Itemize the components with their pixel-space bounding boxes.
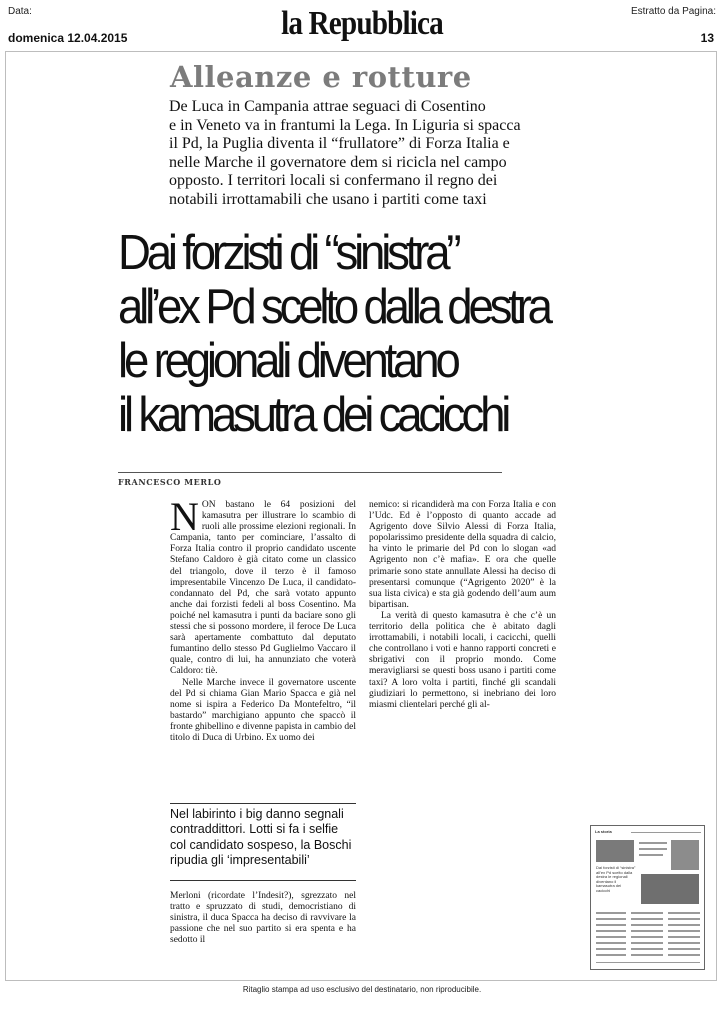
thumbnail-text-line: [631, 912, 663, 914]
thumbnail-text-line: [668, 954, 700, 956]
thumbnail-text-line: [631, 942, 663, 944]
date-label: Data:: [8, 6, 32, 17]
thumbnail-text-line: [596, 942, 626, 944]
body-paragraph: Nelle Marche invece il governatore uscente del Pd si chiama Gian Mario Spacca e già nel nome si ispira a Federico Da Montefeltro, “il bastardo” marchigiano appunto che spaccò il fronte ghibellino e divenne papista in cambio del titolo di Duca di Urbino. Ex uomo dei: [170, 677, 356, 743]
page-label: Estratto da Pagina:: [630, 6, 716, 17]
article-summary: [169, 98, 549, 210]
headline-line: il kamasutra dei cacicchi: [118, 388, 508, 442]
masthead-logo: la Repubblica: [281, 5, 443, 42]
body-paragraph: nemico: si ricandiderà ma con Forza Italia e con l’Udc. Ed è l’opposto di quanto accade ad Agrigento dove Silvio Alessi di Forza Italia, popolarissimo presidente della squadra di calcio, ha vinto le primarie del Pd con lo slogan «ad Agrigento non c’è mafia». E ora che quelle primarie sono state annullate Alessi ha deciso di presentarsi comunque (“Agrigento 2020” è la sua lista civica) e sta già godendo dell’aum aum bipartisan.: [369, 500, 556, 610]
thumbnail-text-line: [668, 912, 700, 914]
thumbnail-text-line: [596, 936, 626, 938]
body-text: ON bastano le 64 posizioni del kamasutra per illustrare lo scambio di ruoli alle prossime elezioni regionali. In Campania, tanto per cominciare, l’assalto di Forza Italia contro il proprio candidato uscente Stefano Caldoro è già citato come un classico del triangolo, dove il terzo è il famoso impresentabile Vincenzo De Luca, il candidato-condannato del Pd, che sarà votato appunto anche dai forzisti fedeli al boss Cosentino. Ma poiché nel kamasutra i punti da baciare sono gli stessi che si possono mordere, il feroce De Luca sarà apertamente combattuto dal deputato fumantino dello stesso Pd Guglielmo Vaccaro il quale, contro di lui, ha annunziato che voterà Caldoro: tiè.: [170, 500, 356, 677]
kicker-title: Alleanze e rotture: [170, 60, 472, 94]
thumbnail-text-line: [668, 924, 700, 926]
thumbnail-text-line: [631, 936, 663, 938]
thumbnail-photo: [641, 874, 699, 904]
article-headline: [118, 226, 549, 442]
thumbnail-section-label: La storia: [595, 829, 612, 834]
summary-line: il Pd, la Puglia diventa il “frullatore” di Forza Italia e: [169, 135, 510, 153]
thumbnail-text-line: [596, 912, 626, 914]
thumbnail-text-line: [596, 930, 626, 932]
summary-line: De Luca in Campania attrae seguaci di Cosentino: [169, 98, 486, 115]
thumbnail-text-line: [639, 854, 663, 856]
headline-line: all’ex Pd scelto dalla destra: [118, 280, 549, 334]
clipping-notice: Ritaglio stampa ad uso esclusivo del destinatario, non riproducibile.: [242, 985, 482, 994]
thumbnail-text-line: [596, 948, 626, 950]
body-column-left-continued: [170, 891, 356, 946]
thumbnail-text-line: [631, 924, 663, 926]
thumbnail-text-line: [668, 918, 700, 920]
summary-line: nelle Marche il governatore dem si ricicla nel campo: [169, 153, 507, 171]
page-number: 13: [700, 31, 714, 45]
headline-line: le regionali diventano: [118, 334, 457, 388]
thumbnail-text-line: [631, 930, 663, 932]
publication-date: domenica 12.04.2015: [8, 31, 128, 45]
thumbnail-text-line: [668, 948, 700, 950]
pull-quote: Nel labirinto i big danno segnali contraddittori. Lotti si fa i selfie col candidato sospeso, la Boschi ripudia gli ‘impresentabili’: [170, 807, 352, 868]
summary-line: e in Veneto va in frantumi la Lega. In Liguria si spacca: [169, 116, 521, 134]
byline-divider: [118, 472, 502, 473]
body-column-right: [369, 500, 556, 711]
pullquote-rule-top: [170, 803, 356, 804]
summary-line: opposto. I territori locali si confermano il regno dei: [169, 172, 498, 190]
thumbnail-text-line: [639, 842, 667, 844]
thumbnail-text-line: [668, 936, 700, 938]
summary-line: notabili irrottamabili che usano i partiti come taxi: [169, 190, 487, 208]
thumbnail-text-line: [631, 948, 663, 950]
thumbnail-rule: [631, 832, 701, 833]
thumbnail-photo: [671, 840, 699, 870]
page-thumbnail: [590, 825, 705, 970]
thumbnail-text-line: [596, 924, 626, 926]
thumbnail-text-line: [596, 918, 626, 920]
pullquote-rule-bottom: [170, 880, 356, 881]
thumbnail-text-line: [668, 930, 700, 932]
thumbnail-text-line: [631, 954, 663, 956]
body-paragraph: La verità di questo kamasutra è che c’è un territorio della politica che è abitato dagli irrottamabili, i notabili locali, i cacicchi, quelli che controllano i voti e hanno rapporti concreti e sbrigativi con il proprio mondo. Come meravigliarsi se questi boss usano i partiti come taxi? A loro volta i partiti, finché gli scandali giudiziari lo permettono, si inebriano dei loro miasmi clientelari perché gli al-: [369, 610, 556, 710]
thumbnail-caption: Dai forzisti di “sinistra” all’ex Pd scelto dalla destra le regionali diventano il kamasutra dei cacicchi: [596, 865, 636, 893]
body-paragraph: [170, 494, 356, 678]
thumbnail-photo: [596, 840, 634, 862]
author-byline: FRANCESCO MERLO: [118, 477, 222, 487]
body-column-left: [170, 494, 356, 744]
thumbnail-text-line: [631, 918, 663, 920]
thumbnail-text-line: [668, 942, 700, 944]
body-paragraph: Merloni (ricordate l’Indesit?), sgrezzato nel tratto e spruzzato di studi, democristiano di sinistra, il duca Spacca ha deciso di ravvivare la passione che nel suo partito si era spenta e ha sedotto il: [170, 891, 356, 946]
thumbnail-text-line: [596, 954, 626, 956]
thumbnail-text-line: [639, 848, 667, 850]
headline-line: Dai forzisti di “sinistra”: [118, 226, 458, 280]
thumbnail-rule: [596, 962, 700, 963]
drop-cap: N: [170, 494, 199, 539]
